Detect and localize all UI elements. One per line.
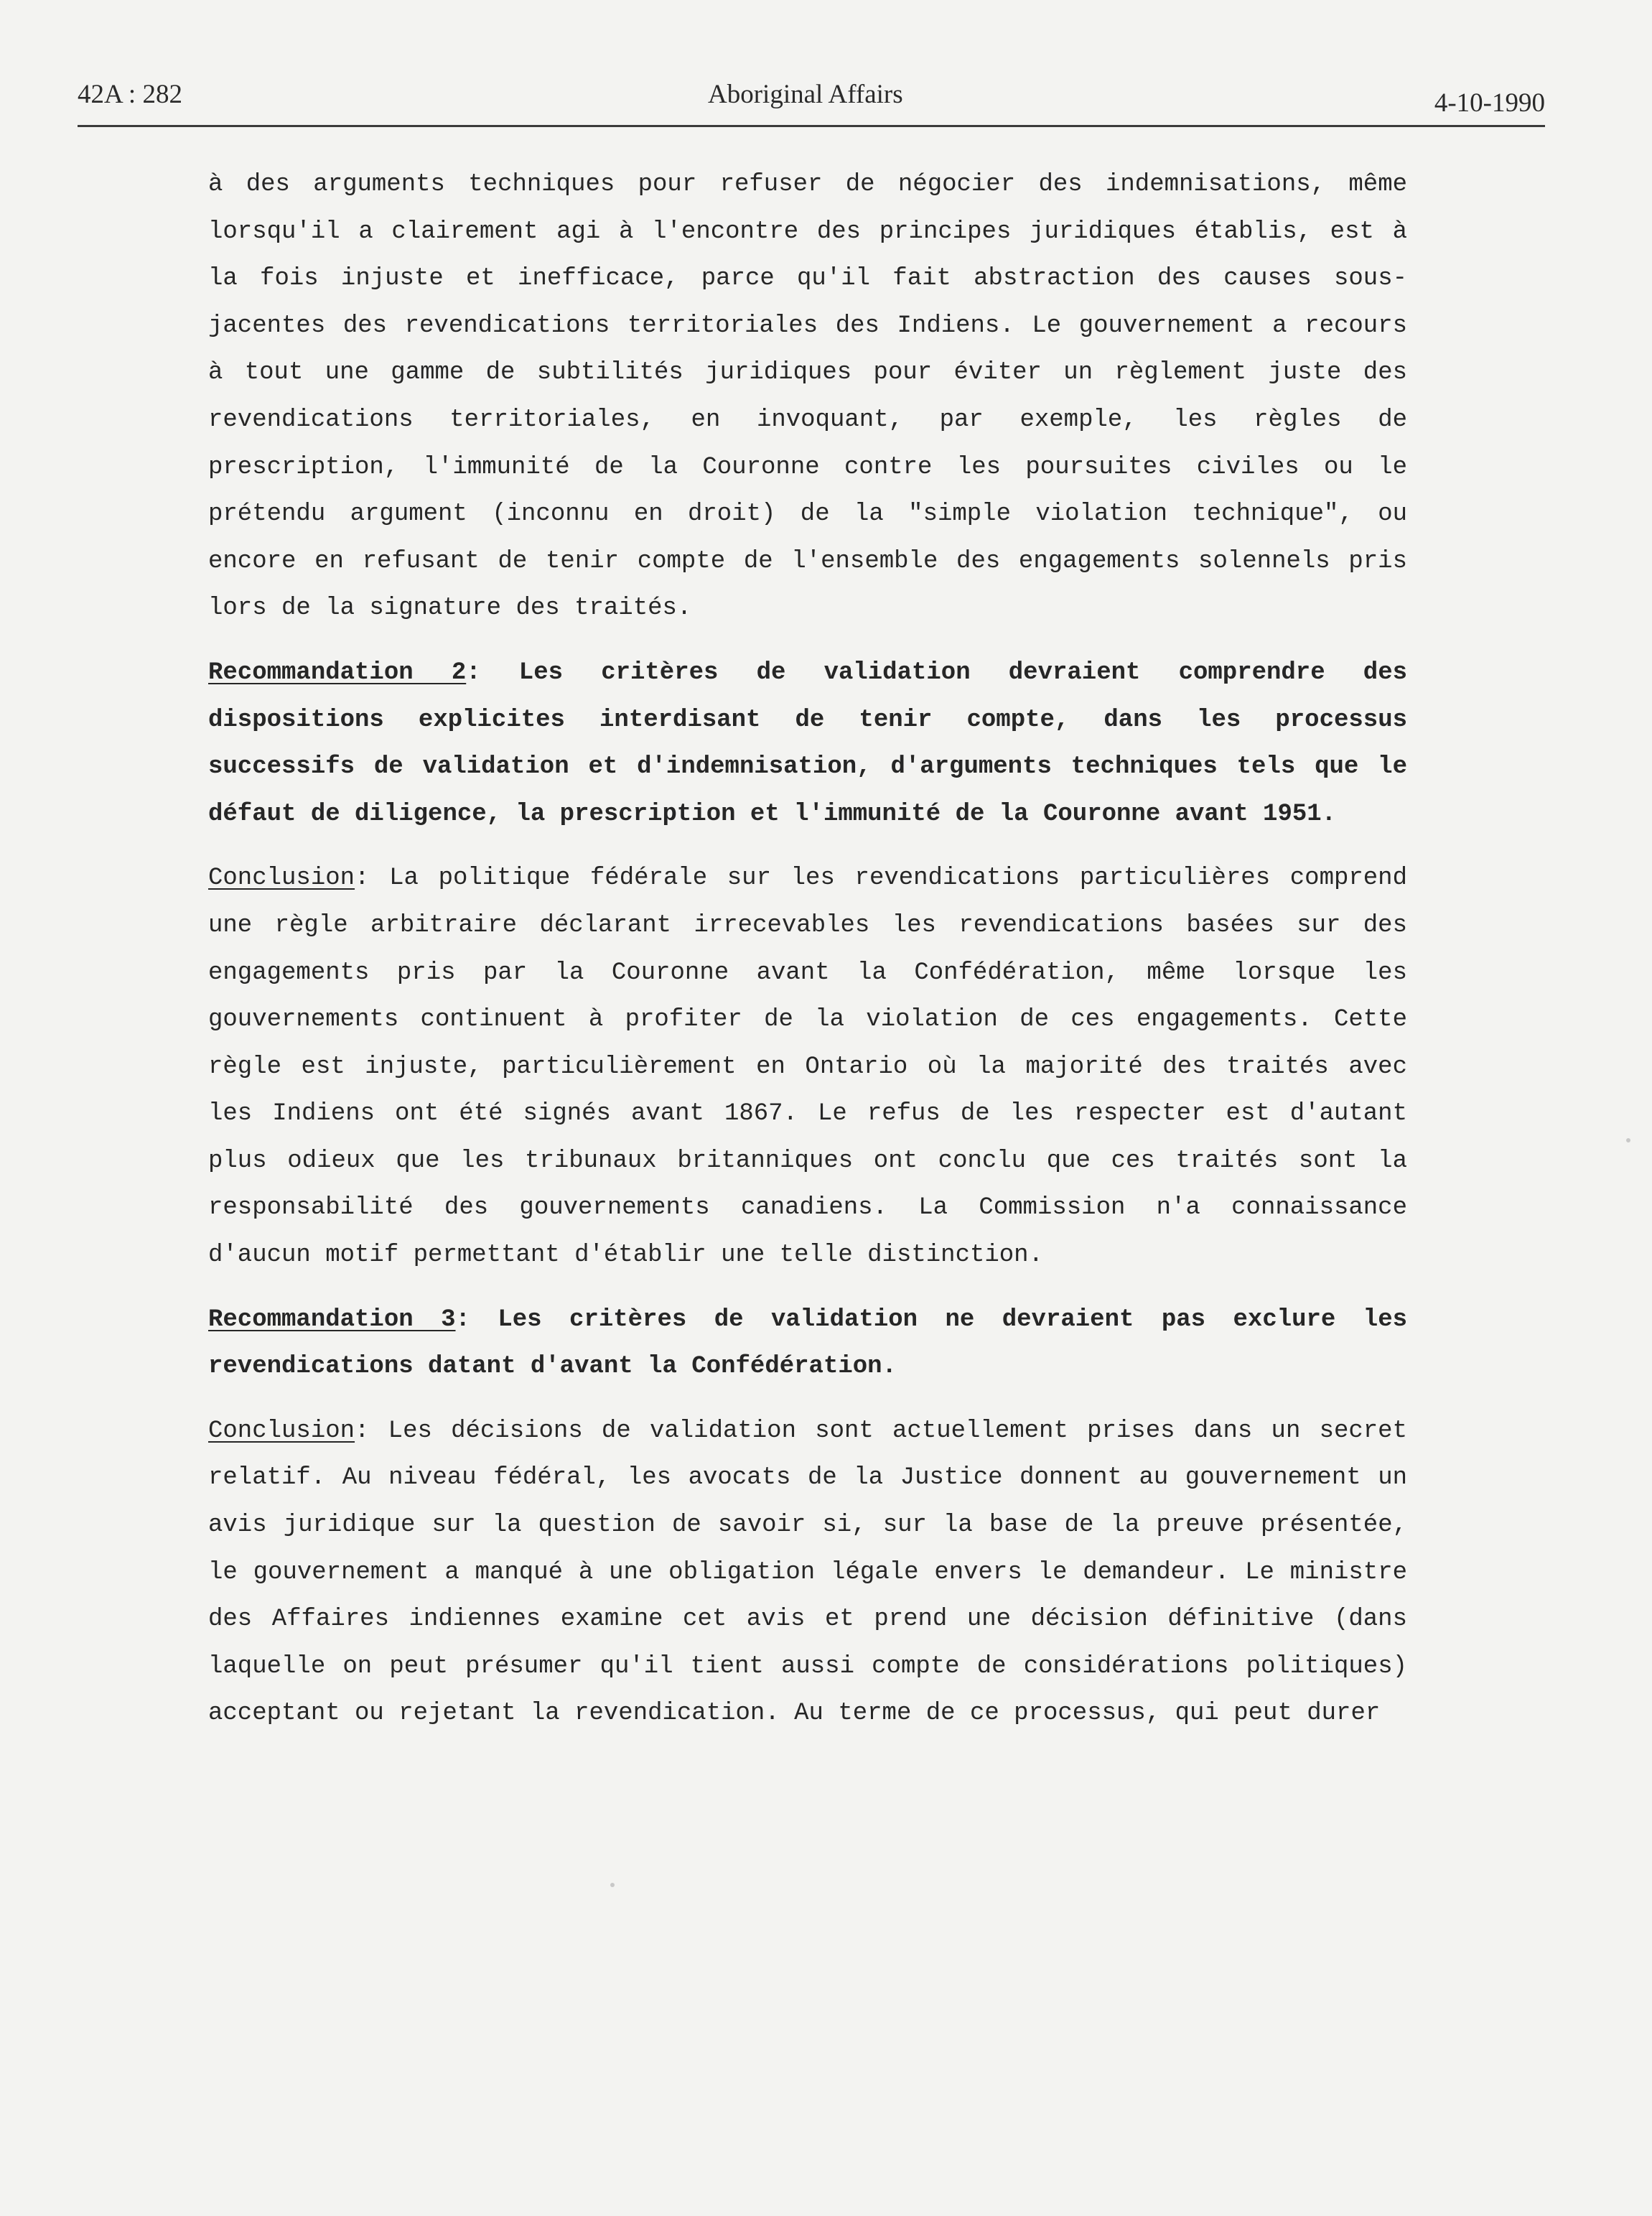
paper-speck <box>610 1883 615 1887</box>
conclusion-1 <box>208 855 1407 1279</box>
conclusion-2 <box>208 1408 1407 1738</box>
paragraph-continued <box>208 162 1407 633</box>
recommendation-2 <box>208 650 1407 838</box>
recommendation-3 <box>208 1297 1407 1391</box>
conclusion-text: : La politique fédérale sur les revendications particulières comprend une règle arbitraire déclarant irrecevables les revendications basées sur des engagements pris par la Couronne avant la Confédération, même lorsque les gouvernements continuent à profiter de la violation de ces engagements. Cette règle est injuste, particulièrement en Ontario où la majorité des traités avec les Indiens ont été signés avant 1867. Le refus de les respecter est d'autant plus odieux que les tribunaux britanniques ont conclu que ces traités sont la responsabilité des gouvernements canadiens. La Commission n'a connaissance d'aucun motif permettant d'établir une telle distinction. <box>208 865 1407 1270</box>
recommendation-label: Recommandation 3 <box>208 1305 456 1333</box>
page-header <box>78 75 1545 125</box>
recommendation-text: : Les critères de validation devraient comprendre des dispositions explicites interdisant de tenir compte, dans les processus successifs de validation et d'indemnisation, d'arguments techniques tels que le défaut de diligence, la prescription et l'immunité de la Couronne avant 1951. <box>208 658 1407 828</box>
paragraph-text: à des arguments techniques pour refuser de négocier des indemnisations, même lorsqu'il a clairement agi à l'encontre des principes juridiques établis, est à la fois injuste et inefficace, parce qu'il fait abstraction des causes sous-jacentes des revendications territoriales des Indiens. Le gouvernement a recours à tout une gamme de subtilités juridiques pour éviter un règlement juste des revendications territoriales, en invoquant, par exemple, les règles de prescription, l'immunité de la Couronne contre les poursuites civiles ou le prétendu argument (inconnu en droit) de la "simple violation technique", ou encore en refusant de tenir compte de l'ensemble des engagements solennels pris lors de la signature des traités. <box>208 171 1407 623</box>
running-title: Aboriginal Affairs <box>708 80 903 109</box>
conclusion-label: Conclusion <box>208 1417 355 1445</box>
page-number: 42A : 282 <box>78 80 182 109</box>
document-body <box>208 162 1407 1755</box>
conclusion-text: : Les décisions de validation sont actuellement prises dans un secret relatif. Au niveau fédéral, les avocats de la Justice donnent au gouvernement un avis juridique sur la question de savoir si, sur la base de la preuve présentée, le gouvernement a manqué à une obligation légale envers le demandeur. Le ministre des Affaires indiennes examine cet avis et prend une décision définitive (dans laquelle on peut présumer qu'il tient aussi compte de considérations politiques) acceptant ou rejetant la revendication. Au terme de ce processus, qui peut durer <box>208 1417 1407 1728</box>
header-rule <box>78 125 1545 127</box>
header-date: 4-10-1990 <box>1434 88 1545 118</box>
paper-speck <box>1626 1138 1630 1142</box>
conclusion-label: Conclusion <box>208 865 355 893</box>
recommendation-label: Recommandation 2 <box>208 658 467 686</box>
recommendation-text: : Les critères de validation ne devraient pas exclure les revendications datant d'avant la Confédération. <box>208 1305 1407 1381</box>
